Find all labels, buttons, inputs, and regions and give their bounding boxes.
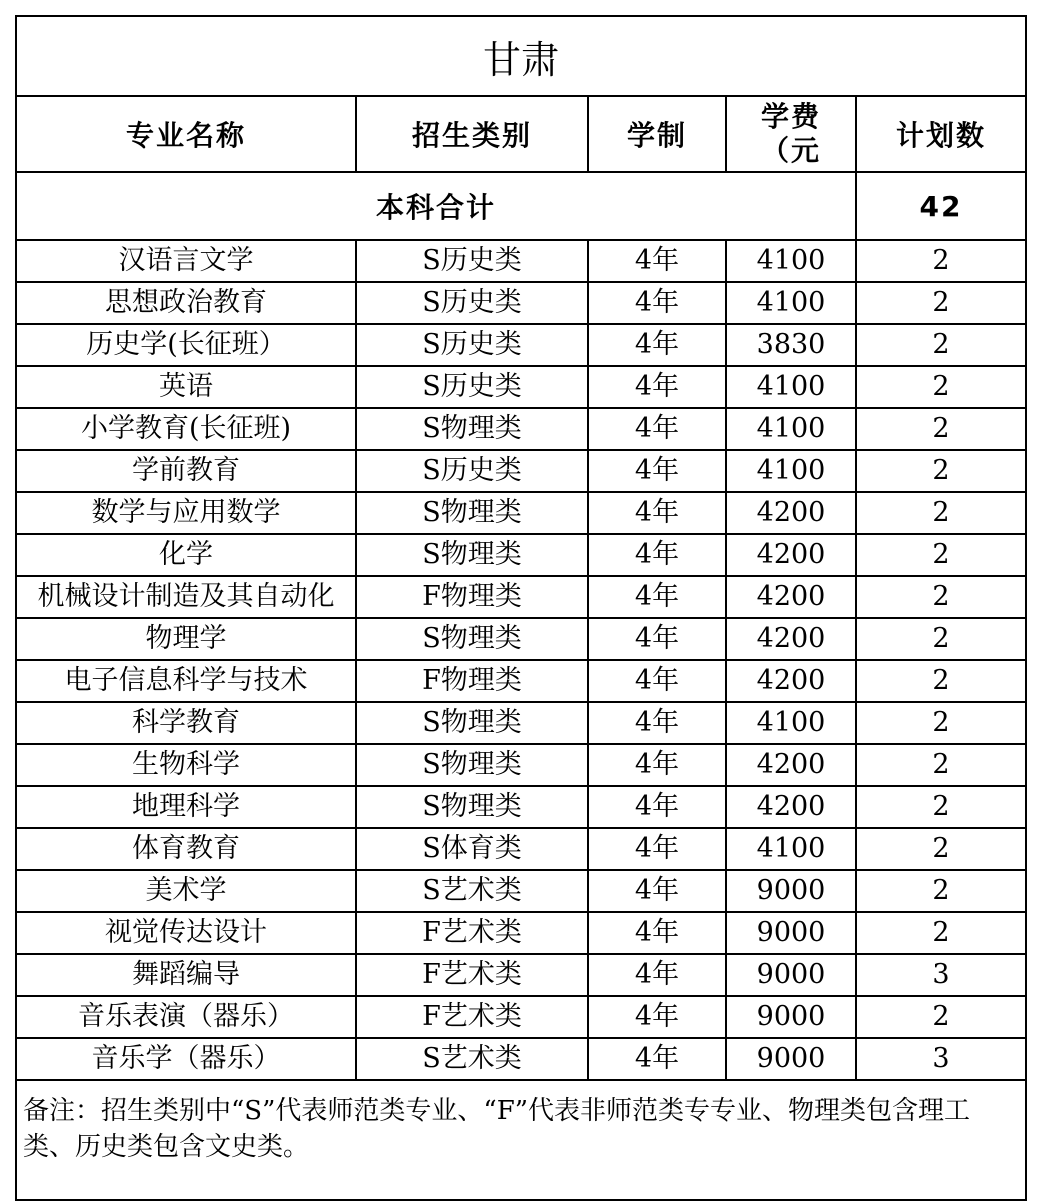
cell-fee: 9000 bbox=[726, 1038, 856, 1080]
cell-category: S历史类 bbox=[356, 282, 588, 324]
cell-category: F艺术类 bbox=[356, 954, 588, 996]
cell-major: 科学教育 bbox=[16, 702, 356, 744]
cell-category: S物理类 bbox=[356, 744, 588, 786]
cell-fee: 9000 bbox=[726, 954, 856, 996]
table-row bbox=[16, 366, 1026, 408]
cell-fee: 4200 bbox=[726, 576, 856, 618]
cell-category: S历史类 bbox=[356, 450, 588, 492]
cell-fee: 4200 bbox=[726, 660, 856, 702]
cell-fee: 4100 bbox=[726, 828, 856, 870]
enrollment-plan-table bbox=[15, 15, 1027, 1201]
cell-major: 视觉传达设计 bbox=[16, 912, 356, 954]
cell-fee: 9000 bbox=[726, 870, 856, 912]
cell-major: 体育教育 bbox=[16, 828, 356, 870]
cell-major: 历史学(长征班） bbox=[16, 324, 356, 366]
cell-duration: 4年 bbox=[588, 996, 726, 1038]
cell-duration: 4年 bbox=[588, 912, 726, 954]
cell-plan: 2 bbox=[856, 702, 1026, 744]
cell-plan: 2 bbox=[856, 870, 1026, 912]
cell-duration: 4年 bbox=[588, 492, 726, 534]
cell-duration: 4年 bbox=[588, 702, 726, 744]
cell-fee: 4100 bbox=[726, 282, 856, 324]
summary-row bbox=[16, 172, 1026, 240]
cell-plan: 2 bbox=[856, 450, 1026, 492]
cell-category: S物理类 bbox=[356, 702, 588, 744]
cell-category: S物理类 bbox=[356, 492, 588, 534]
cell-duration: 4年 bbox=[588, 954, 726, 996]
cell-category: F物理类 bbox=[356, 576, 588, 618]
cell-fee: 4100 bbox=[726, 702, 856, 744]
table-row bbox=[16, 744, 1026, 786]
cell-major: 小学教育(长征班) bbox=[16, 408, 356, 450]
footnote: 备注：招生类别中“S”代表师范类专业、“F”代表非师范类专专业、物理类包含理工类、历史类包含文史类。 bbox=[16, 1080, 1026, 1200]
cell-fee: 4100 bbox=[726, 450, 856, 492]
header-fee-line1: 学费 bbox=[760, 100, 821, 133]
summary-label: 本科合计 bbox=[16, 172, 856, 240]
header-plan: 计划数 bbox=[856, 96, 1026, 172]
cell-plan: 2 bbox=[856, 660, 1026, 702]
header-major: 专业名称 bbox=[16, 96, 356, 172]
cell-duration: 4年 bbox=[588, 450, 726, 492]
table-row bbox=[16, 954, 1026, 996]
cell-fee: 4100 bbox=[726, 366, 856, 408]
cell-fee: 4200 bbox=[726, 492, 856, 534]
header-duration: 学制 bbox=[588, 96, 726, 172]
cell-duration: 4年 bbox=[588, 786, 726, 828]
cell-category: S历史类 bbox=[356, 366, 588, 408]
cell-duration: 4年 bbox=[588, 618, 726, 660]
cell-duration: 4年 bbox=[588, 660, 726, 702]
cell-fee: 4200 bbox=[726, 786, 856, 828]
cell-major: 化学 bbox=[16, 534, 356, 576]
table-row bbox=[16, 534, 1026, 576]
cell-duration: 4年 bbox=[588, 366, 726, 408]
cell-category: S历史类 bbox=[356, 324, 588, 366]
cell-plan: 2 bbox=[856, 324, 1026, 366]
cell-major: 美术学 bbox=[16, 870, 356, 912]
cell-major: 舞蹈编导 bbox=[16, 954, 356, 996]
note-row bbox=[16, 1080, 1026, 1200]
summary-total: 42 bbox=[856, 172, 1026, 240]
header-fee-line2: （元 bbox=[760, 134, 821, 167]
cell-duration: 4年 bbox=[588, 576, 726, 618]
table-row bbox=[16, 828, 1026, 870]
table-row bbox=[16, 576, 1026, 618]
cell-fee: 4200 bbox=[726, 618, 856, 660]
cell-category: S物理类 bbox=[356, 618, 588, 660]
table-row bbox=[16, 240, 1026, 282]
cell-plan: 2 bbox=[856, 912, 1026, 954]
cell-plan: 2 bbox=[856, 534, 1026, 576]
cell-fee: 9000 bbox=[726, 912, 856, 954]
table-row bbox=[16, 450, 1026, 492]
cell-duration: 4年 bbox=[588, 534, 726, 576]
cell-major: 音乐表演（器乐） bbox=[16, 996, 356, 1038]
cell-fee: 4100 bbox=[726, 408, 856, 450]
cell-plan: 2 bbox=[856, 828, 1026, 870]
cell-major: 思想政治教育 bbox=[16, 282, 356, 324]
cell-category: S艺术类 bbox=[356, 870, 588, 912]
cell-plan: 2 bbox=[856, 240, 1026, 282]
cell-category: F艺术类 bbox=[356, 996, 588, 1038]
cell-plan: 3 bbox=[856, 954, 1026, 996]
cell-major: 物理学 bbox=[16, 618, 356, 660]
cell-plan: 2 bbox=[856, 576, 1026, 618]
table-row bbox=[16, 912, 1026, 954]
cell-category: F艺术类 bbox=[356, 912, 588, 954]
cell-category: S历史类 bbox=[356, 240, 588, 282]
cell-category: S物理类 bbox=[356, 786, 588, 828]
cell-duration: 4年 bbox=[588, 1038, 726, 1080]
cell-major: 地理科学 bbox=[16, 786, 356, 828]
cell-plan: 3 bbox=[856, 1038, 1026, 1080]
table-row bbox=[16, 996, 1026, 1038]
cell-category: S艺术类 bbox=[356, 1038, 588, 1080]
cell-major: 汉语言文学 bbox=[16, 240, 356, 282]
table-row bbox=[16, 492, 1026, 534]
cell-major: 英语 bbox=[16, 366, 356, 408]
cell-plan: 2 bbox=[856, 786, 1026, 828]
cell-plan: 2 bbox=[856, 996, 1026, 1038]
header-row bbox=[16, 96, 1026, 172]
cell-duration: 4年 bbox=[588, 828, 726, 870]
table-row bbox=[16, 660, 1026, 702]
table-row bbox=[16, 324, 1026, 366]
table-row bbox=[16, 618, 1026, 660]
cell-fee: 4100 bbox=[726, 240, 856, 282]
cell-duration: 4年 bbox=[588, 324, 726, 366]
title-row bbox=[16, 16, 1026, 96]
cell-fee: 3830 bbox=[726, 324, 856, 366]
cell-plan: 2 bbox=[856, 366, 1026, 408]
cell-duration: 4年 bbox=[588, 744, 726, 786]
cell-plan: 2 bbox=[856, 618, 1026, 660]
cell-major: 学前教育 bbox=[16, 450, 356, 492]
cell-fee: 4200 bbox=[726, 534, 856, 576]
cell-duration: 4年 bbox=[588, 282, 726, 324]
table-row bbox=[16, 1038, 1026, 1080]
cell-fee: 9000 bbox=[726, 996, 856, 1038]
header-fee bbox=[726, 96, 856, 172]
cell-major: 生物科学 bbox=[16, 744, 356, 786]
table-title: 甘肃 bbox=[16, 16, 1026, 96]
header-category: 招生类别 bbox=[356, 96, 588, 172]
cell-major: 音乐学（器乐） bbox=[16, 1038, 356, 1080]
cell-duration: 4年 bbox=[588, 408, 726, 450]
cell-plan: 2 bbox=[856, 492, 1026, 534]
cell-category: S体育类 bbox=[356, 828, 588, 870]
cell-duration: 4年 bbox=[588, 870, 726, 912]
cell-plan: 2 bbox=[856, 282, 1026, 324]
cell-category: F物理类 bbox=[356, 660, 588, 702]
cell-plan: 2 bbox=[856, 408, 1026, 450]
cell-category: S物理类 bbox=[356, 408, 588, 450]
table-row bbox=[16, 282, 1026, 324]
cell-major: 数学与应用数学 bbox=[16, 492, 356, 534]
table-row bbox=[16, 702, 1026, 744]
cell-category: S物理类 bbox=[356, 534, 588, 576]
cell-duration: 4年 bbox=[588, 240, 726, 282]
table-row bbox=[16, 408, 1026, 450]
cell-fee: 4200 bbox=[726, 744, 856, 786]
cell-major: 电子信息科学与技术 bbox=[16, 660, 356, 702]
cell-major: 机械设计制造及其自动化 bbox=[16, 576, 356, 618]
table-row bbox=[16, 870, 1026, 912]
cell-plan: 2 bbox=[856, 744, 1026, 786]
table-row bbox=[16, 786, 1026, 828]
